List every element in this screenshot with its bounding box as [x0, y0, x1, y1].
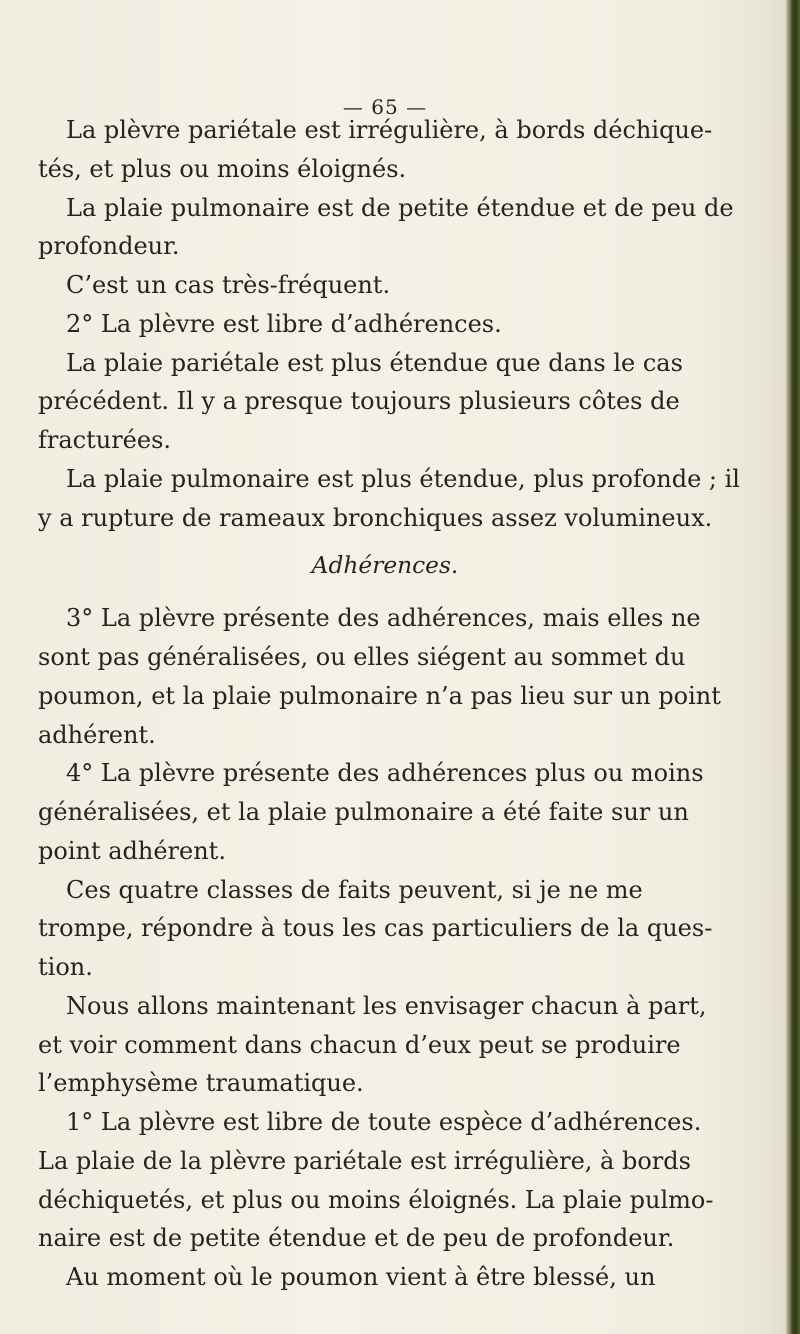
text-line: précédent. Il y a presque toujours plusieurs côtes de: [38, 387, 680, 415]
text-line: y a rupture de rameaux bronchiques assez volumineux.: [38, 504, 713, 532]
text-line: 3° La plèvre présente des adhérences, mais elles ne: [66, 604, 701, 632]
text-line: point adhérent.: [38, 837, 226, 865]
text-line: La plèvre pariétale est irrégulière, à bords déchique-: [66, 116, 713, 144]
text-line: C’est un cas très-fréquent.: [66, 271, 391, 299]
text-line: 4° La plèvre présente des adhérences plus ou moins: [66, 759, 704, 787]
text-line: fracturées.: [38, 426, 172, 454]
text-line: naire est de petite étendue et de peu de profondeur.: [38, 1224, 675, 1252]
page-number: — 65 —: [342, 95, 428, 119]
section-heading: Adhérences.: [311, 552, 459, 579]
text-line: déchiquetés, et plus ou moins éloignés. La plaie pulmo-: [38, 1186, 714, 1214]
text-line: tés, et plus ou moins éloignés.: [38, 155, 407, 183]
text-line: La plaie pulmonaire est plus étendue, plus profonde ; il: [66, 465, 740, 493]
text-line: La plaie de la plèvre pariétale est irrégulière, à bords: [38, 1147, 691, 1175]
page-edge-binding: [786, 0, 800, 1334]
text-line: profondeur.: [38, 232, 180, 260]
text-line: trompe, répondre à tous les cas particuliers de la ques-: [38, 914, 713, 942]
text-line: poumon, et la plaie pulmonaire n’a pas lieu sur un point: [38, 682, 721, 710]
text-line: adhérent.: [38, 721, 156, 749]
text-line: Au moment où le poumon vient à être blessé, un: [66, 1263, 656, 1291]
text-line: Nous allons maintenant les envisager chacun à part,: [66, 992, 707, 1020]
text-line: 2° La plèvre est libre d’adhérences.: [66, 310, 502, 338]
text-line: La plaie pulmonaire est de petite étendue et de peu de: [66, 194, 734, 222]
text-line: généralisées, et la plaie pulmonaire a été faite sur un: [38, 798, 689, 826]
text-line: Ces quatre classes de faits peuvent, si je ne me: [66, 876, 643, 904]
text-line: tion.: [38, 953, 93, 981]
text-line: et voir comment dans chacun d’eux peut se produire: [38, 1031, 681, 1059]
text-line: 1° La plèvre est libre de toute espèce d’adhérences.: [66, 1108, 702, 1136]
text-line: La plaie pariétale est plus étendue que dans le cas: [66, 349, 683, 377]
text-line: l’emphysème traumatique.: [38, 1069, 364, 1097]
text-line: sont pas généralisées, ou elles siégent au sommet du: [38, 643, 686, 671]
